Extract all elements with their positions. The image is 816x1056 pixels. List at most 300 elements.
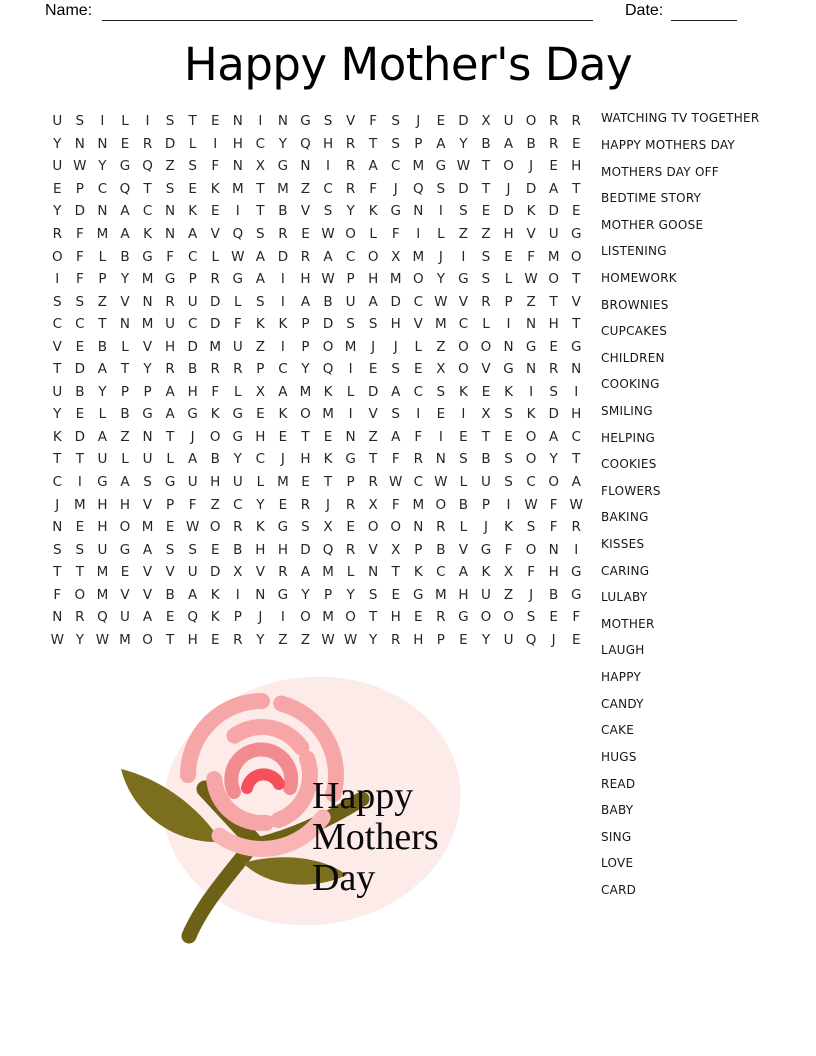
grid-letter: T — [53, 451, 62, 468]
grid-letter: F — [391, 451, 400, 468]
grid-letter: L — [459, 474, 468, 491]
grid-letter: Y — [459, 135, 468, 152]
grid-letter: R — [278, 226, 288, 242]
grid-letter: R — [548, 113, 559, 130]
grid-letter: E — [391, 586, 400, 603]
grid-letter: T — [572, 180, 581, 197]
grid-letter: T — [256, 180, 265, 197]
grid-letter: J — [529, 158, 534, 175]
grid-letter: E — [278, 428, 288, 445]
grid-letter: I — [280, 338, 285, 355]
grid-letter: O — [345, 609, 356, 626]
grid-letter: P — [323, 586, 333, 603]
grid-letter: H — [390, 609, 401, 626]
grid-letter: F — [572, 609, 581, 626]
grid-letter: G — [119, 541, 131, 558]
grid-letter: W — [73, 158, 87, 175]
grid-letter: U — [481, 586, 491, 603]
grid-letter: M — [322, 406, 334, 423]
grid-letter: B — [549, 586, 559, 603]
grid-letter: B — [526, 135, 536, 152]
grid-letter: G — [570, 586, 582, 603]
grid-letter: A — [188, 226, 198, 242]
grid-letter: H — [187, 631, 198, 648]
grid-letter: C — [233, 496, 243, 513]
grid-letter: C — [391, 158, 401, 175]
grid-letter: D — [300, 541, 311, 558]
grid-letter: A — [278, 383, 288, 400]
grid-letter: F — [369, 113, 378, 130]
grid-letter: G — [164, 474, 176, 491]
grid-letter: O — [119, 519, 131, 536]
grid-letter: U — [52, 383, 63, 400]
grid-letter: N — [345, 428, 356, 445]
grid-letter: W — [95, 631, 110, 648]
grid-letter: Q — [232, 226, 244, 242]
grid-letter: Y — [233, 451, 242, 468]
grid-letter: H — [97, 519, 108, 536]
grid-letter: R — [548, 135, 559, 152]
grid-letter: K — [504, 519, 513, 536]
grid-letter: E — [323, 428, 333, 445]
grid-letter: H — [390, 316, 401, 333]
grid-letter: O — [570, 248, 582, 265]
grid-letter: R — [165, 293, 175, 310]
grid-letter: A — [165, 383, 175, 400]
grid-letter: Z — [503, 586, 514, 603]
grid-letter: F — [527, 564, 535, 581]
grid-letter: B — [278, 203, 288, 220]
grid-letter: E — [504, 248, 513, 265]
grid-letter: P — [436, 631, 445, 648]
grid-letter: N — [97, 203, 108, 220]
grid-letter: K — [368, 203, 378, 220]
grid-letter: E — [436, 406, 446, 423]
grid-letter: M — [389, 271, 402, 288]
grid-letter: L — [98, 248, 107, 265]
word-list-item: WATCHING TV TOGETHER — [601, 111, 760, 126]
grid-letter: S — [256, 226, 265, 242]
date-label: Date: — [625, 2, 664, 19]
grid-letter: O — [480, 609, 492, 626]
grid-letter: H — [548, 316, 559, 333]
grid-letter: H — [413, 631, 424, 648]
grid-letter: A — [503, 135, 514, 152]
grid-letter: D — [277, 248, 289, 265]
grid-letter: Y — [143, 361, 152, 378]
word-list-item: CANDY — [601, 696, 644, 711]
grid-letter: J — [506, 180, 511, 197]
grid-letter: S — [504, 474, 513, 491]
word-list-item: SING — [601, 829, 632, 844]
grid-letter: F — [211, 383, 220, 400]
grid-letter: V — [413, 316, 423, 333]
grid-letter: Q — [187, 609, 198, 626]
grid-letter: B — [120, 248, 130, 265]
word-list-item: READ — [601, 776, 636, 791]
grid-letter: G — [119, 158, 131, 175]
grid-letter: O — [74, 586, 86, 603]
grid-letter: M — [96, 226, 109, 242]
grid-letter: K — [278, 406, 288, 423]
grid-letter: U — [120, 609, 130, 626]
grid-letter: S — [75, 293, 85, 310]
grid-letter: L — [211, 248, 219, 265]
grid-letter: Q — [322, 541, 334, 558]
grid-letter: J — [438, 248, 443, 265]
grid-letter: V — [120, 586, 130, 603]
grid-letter: O — [525, 428, 537, 445]
word-list-item: LISTENING — [601, 244, 667, 259]
grid-letter: K — [323, 451, 333, 468]
grid-letter: O — [300, 406, 311, 423]
grid-letter: M — [277, 180, 289, 197]
grid-letter: S — [368, 316, 378, 333]
grid-letter: H — [458, 586, 469, 603]
grid-letter: O — [480, 338, 492, 355]
grid-letter: J — [190, 428, 195, 445]
grid-letter: T — [165, 428, 175, 445]
grid-letter: Q — [525, 631, 537, 648]
grid-letter: R — [345, 180, 356, 197]
grid-letter: G — [503, 361, 514, 378]
grid-letter: P — [346, 474, 355, 491]
grid-letter: K — [323, 383, 333, 400]
grid-letter: I — [529, 383, 534, 400]
grid-letter: G — [570, 338, 582, 355]
grid-letter: S — [323, 113, 333, 130]
grid-letter: C — [345, 248, 356, 265]
grid-letter: S — [391, 361, 400, 378]
grid-letter: V — [368, 541, 378, 558]
grid-letter: T — [481, 428, 491, 445]
grid-letter: Y — [346, 586, 355, 603]
grid-letter: U — [97, 451, 108, 468]
word-list-item: BAKING — [601, 510, 649, 525]
grid-letter: B — [323, 293, 333, 310]
grid-letter: F — [549, 519, 558, 536]
grid-letter: I — [280, 271, 285, 288]
grid-letter: F — [369, 180, 378, 197]
grid-letter: R — [548, 361, 559, 378]
grid-letter: E — [120, 564, 130, 581]
grid-letter: Z — [165, 158, 175, 175]
grid-letter: A — [300, 564, 311, 581]
grid-letter: B — [458, 496, 469, 513]
grid-letter: R — [436, 609, 446, 626]
grid-letter: G — [435, 158, 447, 175]
grid-letter: S — [504, 406, 513, 423]
grid-letter: T — [391, 564, 400, 581]
grid-letter: N — [300, 158, 311, 175]
word-list-item: MOTHERS DAY OFF — [601, 164, 719, 179]
grid-letter: G — [232, 428, 244, 445]
grid-letter: S — [436, 383, 446, 400]
grid-letter: G — [413, 586, 424, 603]
grid-letter: A — [255, 271, 265, 288]
grid-letter: H — [165, 338, 176, 355]
grid-letter: A — [391, 428, 401, 445]
grid-letter: I — [280, 293, 285, 310]
grid-letter: D — [503, 203, 514, 220]
grid-letter: I — [326, 158, 331, 175]
grid-letter: D — [525, 180, 537, 197]
grid-letter: R — [300, 248, 311, 265]
grid-letter: M — [344, 338, 357, 355]
word-list-item: HELPING — [601, 430, 656, 445]
greeting-line-3: Day — [312, 857, 376, 899]
grid-letter: E — [165, 519, 175, 536]
grid-letter: O — [209, 428, 221, 445]
grid-letter: D — [210, 564, 221, 581]
grid-letter: F — [549, 496, 558, 513]
grid-letter: Y — [301, 586, 310, 603]
grid-letter: B — [481, 451, 491, 468]
grid-letter: V — [458, 541, 469, 558]
grid-letter: T — [188, 113, 197, 130]
grid-letter: V — [345, 113, 356, 130]
grid-letter: R — [52, 226, 62, 242]
grid-letter: W — [389, 474, 403, 491]
grid-letter: O — [525, 541, 537, 558]
grid-letter: A — [368, 293, 378, 310]
grid-letter: O — [458, 338, 469, 355]
grid-letter: X — [436, 361, 446, 378]
grid-letter: N — [526, 316, 537, 333]
grid-letter: C — [413, 474, 423, 491]
grid-letter: E — [210, 113, 220, 130]
greeting-text — [312, 776, 439, 899]
grid-letter: E — [549, 338, 558, 355]
grid-letter: T — [369, 135, 378, 152]
grid-letter: H — [232, 135, 243, 152]
grid-letter: P — [301, 338, 310, 355]
grid-letter: I — [506, 496, 511, 513]
grid-letter: C — [255, 451, 266, 468]
grid-letter: A — [142, 541, 153, 558]
grid-letter: S — [256, 293, 265, 310]
grid-letter: L — [346, 564, 355, 581]
grid-letter: T — [165, 631, 175, 648]
word-list-item: HAPPY — [601, 670, 642, 685]
grid-letter: R — [345, 496, 356, 513]
grid-letter: J — [55, 496, 60, 513]
grid-letter: N — [503, 338, 514, 355]
grid-letter: I — [77, 474, 82, 491]
grid-letter: W — [50, 631, 64, 648]
grid-letter: N — [255, 586, 266, 603]
grid-letter: A — [458, 564, 469, 581]
grid-letter: M — [141, 519, 154, 536]
grid-letter: Y — [75, 631, 84, 648]
grid-letter: U — [97, 541, 108, 558]
grid-letter: K — [255, 316, 265, 333]
grid-letter: R — [210, 271, 220, 288]
grid-letter: Y — [120, 271, 130, 288]
grid-letter: Q — [322, 361, 334, 378]
grid-letter: S — [526, 609, 536, 626]
grid-letter: S — [391, 113, 400, 130]
word-list-item: HUGS — [601, 749, 637, 764]
grid-letter: G — [480, 541, 492, 558]
grid-letter: Y — [369, 631, 378, 648]
grid-letter: A — [436, 135, 446, 152]
grid-letter: E — [188, 180, 197, 197]
grid-letter: S — [504, 451, 513, 468]
grid-letter: K — [278, 316, 288, 333]
grid-letter: N — [74, 135, 85, 152]
grid-letter: I — [258, 113, 263, 130]
grid-letter: T — [301, 428, 310, 445]
grid-letter: E — [549, 609, 558, 626]
grid-letter: Y — [98, 383, 107, 400]
grid-letter: S — [391, 135, 400, 152]
grid-letter: P — [143, 383, 152, 400]
grid-letter: G — [277, 586, 289, 603]
grid-letter: V — [142, 338, 153, 355]
grid-letter: U — [503, 113, 514, 130]
grid-letter: L — [369, 226, 377, 242]
grid-letter: W — [434, 293, 448, 310]
grid-letter: S — [301, 519, 310, 536]
grid-letter: N — [232, 158, 243, 175]
grid-letter: G — [232, 271, 244, 288]
grid-letter: E — [571, 631, 581, 648]
grid-letter: C — [458, 316, 469, 333]
grid-letter: M — [435, 586, 447, 603]
grid-letter: N — [526, 361, 537, 378]
grid-letter: L — [188, 135, 197, 152]
grid-letter: S — [52, 541, 62, 558]
grid-letter: C — [187, 316, 198, 333]
grid-letter: I — [438, 428, 443, 445]
grid-letter: A — [120, 226, 130, 242]
grid-letter: H — [322, 135, 334, 152]
grid-letter: T — [323, 474, 333, 491]
grid-letter: B — [233, 541, 243, 558]
grid-letter: U — [232, 474, 243, 491]
grid-letter: N — [52, 609, 63, 626]
grid-letter: R — [165, 361, 175, 378]
grid-letter: T — [53, 564, 62, 581]
grid-letter: E — [504, 428, 513, 445]
grid-letter: L — [437, 226, 445, 242]
grid-letter: D — [164, 135, 176, 152]
grid-letter: O — [322, 338, 334, 355]
grid-letter: O — [503, 158, 514, 175]
grid-letter: P — [120, 383, 130, 400]
word-list-item: MOTHER GOOSE — [601, 217, 704, 232]
grid-letter: A — [188, 586, 198, 603]
grid-letter: I — [506, 316, 511, 333]
grid-letter: P — [504, 293, 513, 310]
grid-letter: D — [74, 361, 86, 378]
grid-letter: G — [277, 519, 289, 536]
grid-letter: B — [75, 383, 85, 400]
grid-letter: Z — [436, 338, 446, 355]
grid-letter: I — [416, 406, 421, 423]
grid-letter: G — [300, 113, 311, 130]
grid-letter: Z — [458, 226, 469, 242]
grid-letter: K — [143, 226, 152, 242]
grid-letter: A — [255, 248, 265, 265]
grid-letter: M — [435, 316, 447, 333]
grid-letter: D — [458, 180, 469, 197]
word-list-item: HOMEWORK — [601, 270, 677, 285]
grid-letter: S — [481, 271, 491, 288]
grid-letter: L — [346, 383, 355, 400]
grid-letter: A — [120, 474, 130, 491]
grid-letter: T — [369, 451, 378, 468]
grid-letter: T — [572, 271, 581, 288]
grid-letter: D — [210, 293, 221, 310]
grid-letter: C — [278, 361, 288, 378]
grid-letter: R — [571, 113, 581, 130]
grid-letter: U — [52, 158, 63, 175]
grid-letter: I — [280, 609, 285, 626]
grid-letter: C — [571, 428, 581, 445]
grid-letter: H — [368, 271, 379, 288]
grid-letter: E — [414, 361, 423, 378]
grid-letter: C — [413, 293, 423, 310]
grid-letter: T — [549, 293, 558, 310]
grid-letter: I — [438, 203, 443, 220]
grid-letter: V — [52, 338, 62, 355]
grid-letter: N — [277, 113, 288, 130]
grid-letter: E — [368, 361, 378, 378]
grid-letter: E — [459, 428, 468, 445]
grid-letter: Z — [210, 496, 220, 513]
grid-letter: E — [414, 609, 423, 626]
grid-letter: G — [570, 564, 582, 581]
grid-letter: V — [481, 361, 491, 378]
grid-letter: C — [52, 474, 62, 491]
grid-letter: Y — [53, 135, 62, 152]
grid-letter: W — [231, 248, 245, 265]
grid-letter: E — [210, 631, 220, 648]
grid-letter: M — [141, 316, 154, 333]
grid-letter: E — [75, 519, 85, 536]
word-list-item: FLOWERS — [601, 483, 661, 498]
grid-letter: D — [548, 406, 559, 423]
grid-letter: D — [367, 383, 379, 400]
grid-letter: Y — [53, 203, 62, 220]
grid-letter: H — [571, 406, 582, 423]
grid-letter: P — [481, 496, 491, 513]
grid-letter: Z — [300, 631, 311, 648]
grid-letter: V — [255, 564, 265, 581]
grid-letter: I — [100, 113, 105, 130]
grid-letter: J — [393, 338, 398, 355]
grid-letter: V — [571, 293, 581, 310]
grid-letter: C — [255, 135, 266, 152]
grid-letter: C — [187, 248, 198, 265]
grid-letter: Y — [301, 361, 310, 378]
grid-letter: Y — [256, 631, 265, 648]
grid-letter: S — [143, 474, 152, 491]
word-list-item: BABY — [601, 803, 634, 818]
grid-letter: E — [256, 406, 265, 423]
grid-letter: S — [165, 113, 175, 130]
grid-letter: N — [413, 203, 424, 220]
grid-letter: K — [413, 564, 423, 581]
grid-letter: S — [368, 586, 378, 603]
grid-letter: D — [74, 203, 86, 220]
grid-letter: C — [52, 316, 62, 333]
grid-letter: K — [210, 609, 220, 626]
grid-letter: S — [549, 383, 558, 400]
grid-letter: E — [571, 203, 581, 220]
